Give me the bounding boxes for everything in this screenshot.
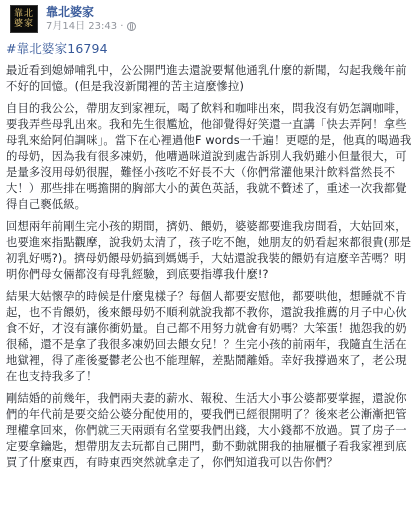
page-avatar[interactable] (10, 5, 38, 33)
post-paragraph: 最近看到媳婦哺乳中，公公開門進去還說要幫他通乳什麼的新聞，勾起我幾年前不好的回憶。(但是我沒新聞裡的苦主這麼慘拉) (6, 64, 407, 93)
post-timestamp-row (46, 20, 136, 33)
post-paragraph: 回想兩年前剛生完小孩的期間，擠奶、餵奶，婆婆都要進我房間看，大姑回來，也要進來指點觀摩，說我奶太清了，孩子吃不飽，她朋友的奶看起來都很貴(那是初乳好嗎?)。擠母奶餵母奶搞到媽媽手，大姑還說我裝的餵奶有這麼辛苦嗎？明明你們母女倆都沒有母乳經驗，到底要指導我什麼!? (6, 220, 412, 281)
hashtag-link[interactable]: #靠北婆家16794 (6, 41, 108, 56)
post-paragraph: 剛結婚的前幾年，我們兩夫妻的薪水、報稅、生活大小事公婆都要掌握，還說你們的年代前是要交給公婆分配使用的，要我們已經很開明了？後來老公漸漸把管理權拿回來，你們就三天兩頭有名堂要我們出錢，大小錢都不放過。買了房子一定要拿鑰匙，想帶朋友去玩都自己開門，動不動就開我的抽屜櫃子看我家裡到底買了什麼東西，有時東西突然就拿走了，你們知道我可以告你們？ (6, 392, 407, 469)
post-header (6, 0, 414, 36)
post-paragraph: 結果大姑懷孕的時候是什麼鬼樣子？每個人都要安慰他，都要哄他，想睡就不肯起，也不肯餵奶，後來餵母奶不順利就說我都不教你，還說我推薦的月子中心伙食不好，才沒有讓你衝奶量。自己都不用努力就會有奶嗎？大笨蛋！拋怨我的奶很稀，還不是拿了我很多凍奶回去餵女兒！？生完小孩的前兩年，我隨直生活在地獄裡，得了產後憂鬱老公也不能理解，差點鬧離婚。幸好我撐過來了，老公現在也支持我多了！ (6, 290, 407, 383)
post-timestamp[interactable]: 7月14日 23:43 · (46, 21, 124, 32)
post-meta (46, 5, 136, 33)
avatar-logo-text: 靠北 婆家 (13, 9, 34, 29)
page-name-link[interactable]: 靠北婆家 (46, 5, 95, 19)
globe-icon (127, 22, 136, 31)
post-body (6, 40, 414, 471)
post-paragraph: 自目的我公公，帶朋友到家裡玩，喝了飲料和咖啡出來，問我沒有奶怎調咖啡，要我弄些母乳出來。我和先生很尷尬，他卻覺得好笑還一直講「快去弄阿！拿些母乳來給阿伯調咪」。當下在心裡過他F words一千遍！更噁的是，他真的喝過我的母奶，因為我有很多凍奶，他嘈過咪道說到處告訴別人我奶雖小但量很大，可是量多沒用母奶很腥，難怪小孩吃不好長不大（你們常灌他果汁飲料當然長不大！）那些排在嗎擔開的胸部大小的黃色英話，我就不贅述了，重述一次我都覺得自己褻低級。 (6, 102, 412, 211)
